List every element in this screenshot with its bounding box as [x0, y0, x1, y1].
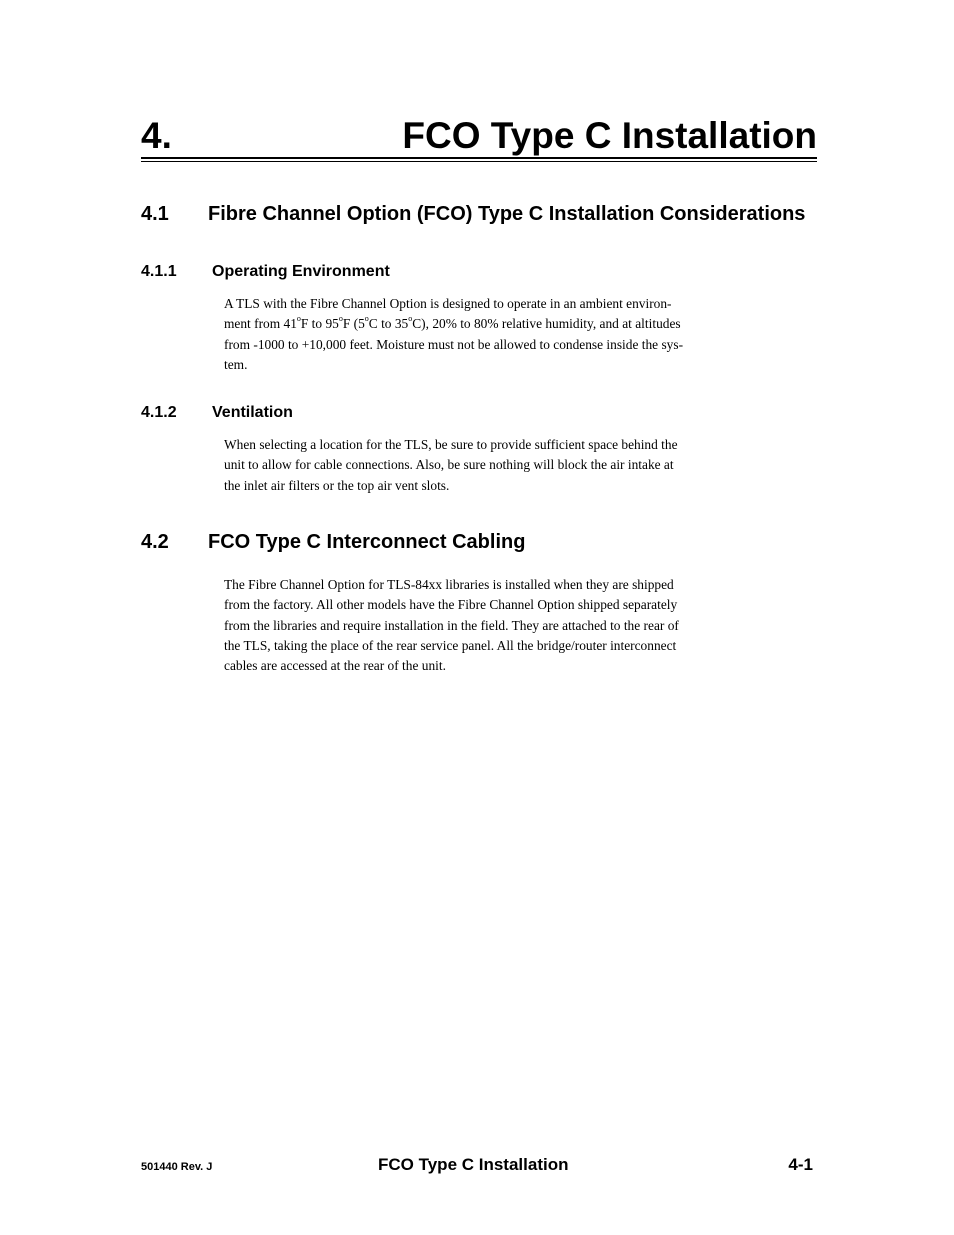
paragraph-operating-environment	[224, 294, 790, 375]
footer-title: FCO Type C Installation	[378, 1155, 569, 1174]
text-line: tem.	[224, 356, 248, 372]
chapter-heading	[141, 112, 817, 160]
text-line: from the libraries and require installation in the field. They are attached to the rear of	[224, 617, 679, 633]
text-line: cables are accessed at the rear of the unit.	[224, 658, 446, 674]
section-title: Operating Environment	[212, 263, 390, 280]
text-line: the inlet air filters or the top air vent slots.	[224, 477, 450, 493]
section-title: Ventilation	[212, 404, 293, 421]
text-run: C to 35	[368, 316, 409, 332]
section-number: 4.2	[141, 531, 169, 553]
degree-mark: o	[338, 314, 343, 324]
text-line-with-temperatures	[224, 314, 790, 334]
section-title: FCO Type C Interconnect Cabling	[208, 531, 526, 553]
degree-mark: o	[296, 314, 301, 324]
text-line: The Fibre Channel Option for TLS-84xx libraries is installed when they are shipped	[224, 577, 674, 592]
chapter-rule-thin	[141, 161, 817, 162]
chapter-title: FCO Type C Installation	[402, 115, 817, 156]
text-line: When selecting a location for the TLS, be sure to provide sufficient space behind the	[224, 437, 678, 452]
paragraph-interconnect-cabling	[224, 575, 790, 676]
section-title: Fibre Channel Option (FCO) Type C Installation Considerations	[208, 203, 806, 225]
chapter-number: 4.	[141, 115, 172, 156]
section-number: 4.1.2	[141, 404, 177, 421]
chapter-rule-thick	[141, 157, 817, 159]
text-line: the TLS, taking the place of the rear service panel. All the bridge/router interconnect	[224, 637, 677, 653]
text-run: ment from 41	[224, 316, 297, 332]
text-run: C), 20% to 80% relative humidity, and at altitudes	[412, 316, 681, 332]
text-line: A TLS with the Fibre Channel Option is designed to operate in an ambient environ-	[224, 296, 672, 311]
section-number: 4.1.1	[141, 263, 177, 280]
footer-page-number: 4-1	[788, 1155, 813, 1174]
text-line: unit to allow for cable connections. Also, be sure nothing will block the air intake at	[224, 457, 674, 473]
text-line: from the factory. All other models have the Fibre Channel Option shipped separately	[224, 597, 678, 613]
footer-doc-number: 501440 Rev. J	[141, 1161, 213, 1173]
text-run: F to 95	[300, 316, 339, 332]
section-number: 4.1	[141, 203, 169, 225]
degree-mark: o	[408, 314, 413, 324]
degree-mark: o	[364, 314, 369, 324]
text-run: F (5	[342, 316, 365, 332]
text-line: from -1000 to +10,000 feet. Moisture must not be allowed to condense inside the sys-	[224, 336, 684, 352]
paragraph-ventilation	[224, 435, 790, 496]
